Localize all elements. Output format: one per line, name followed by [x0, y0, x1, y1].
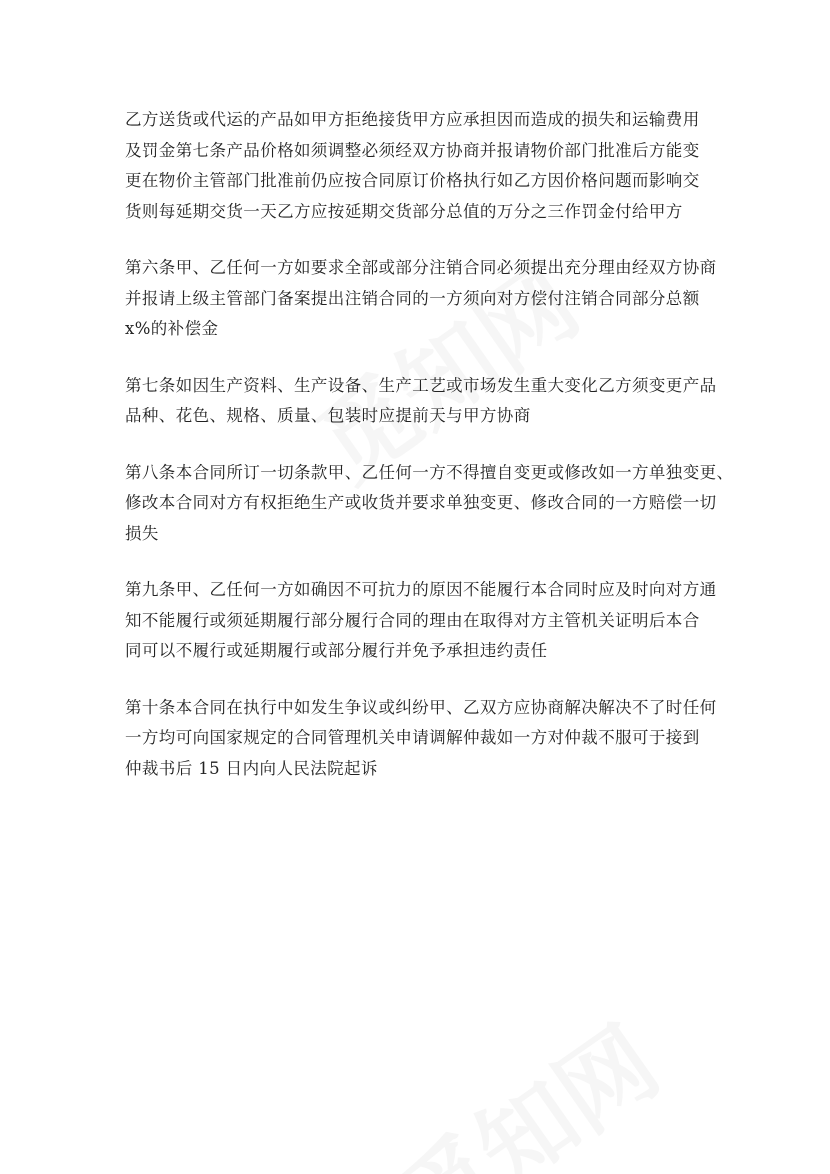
paragraph	[125, 105, 715, 227]
watermark	[367, 990, 681, 1174]
paragraph	[125, 693, 715, 785]
text-line: 知不能履行或须延期履行部分履行合同的理由在取得对方主管机关证明后本合	[125, 610, 700, 630]
paragraph	[125, 371, 715, 432]
text-line: 一方均可向国家规定的合同管理机关申请调解仲裁如一方对仲裁不服可于接到	[125, 728, 700, 747]
text-line: 及罚金第七条产品价格如须调整必须经双方协商并报请物价部门批准后方能变	[125, 140, 700, 160]
text-line: 修改本合同对方有权拒绝生产或收货并要求单独变更、修改合同的一方赔偿一切	[125, 493, 717, 512]
paragraph	[125, 575, 715, 667]
text-line: 乙方送货或代运的产品如甲方拒绝接货甲方应承担因而造成的损失和运输费用	[125, 110, 700, 129]
text-line: 第九条甲、乙任何一方如确因不可抗力的原因不能履行本合同时应及时向对方通	[125, 580, 717, 599]
paragraph	[125, 458, 734, 550]
paragraph	[125, 253, 715, 345]
text-line: 损失	[125, 523, 159, 543]
text-line: 仲裁书后 15 日内向人民法院起诉	[125, 758, 378, 778]
text-line: 第六条甲、乙任何一方如要求全部或部分注销合同必须提出充分理由经双方协商	[125, 258, 717, 277]
text-line: 更在物价主管部门批准前仍应按合同原订价格执行如乙方因价格问题而影响交	[125, 171, 700, 190]
text-line: 第十条本合同在执行中如发生争议或纠纷甲、乙双方应协商解决解决不了时任何	[125, 697, 717, 717]
text-line: 品种、花色、规格、质量、包装时应提前天与甲方协商	[125, 406, 531, 425]
text-line: 第七条如因生产资料、生产设备、生产工艺或市场发生重大变化乙方须变更产品	[125, 375, 717, 395]
text-line: 并报请上级主管部门备案提出注销合同的一方须向对方偿付注销合同部分总额	[125, 288, 700, 308]
text-line: 第八条本合同所订一切条款甲、乙任何一方不得擅自变更或修改如一方单独变更、	[125, 462, 734, 482]
text-line: x%的补偿金	[125, 319, 219, 338]
document-body	[125, 105, 734, 810]
text-line: 同可以不履行或延期履行或部分履行并免予承担违约责任	[125, 641, 548, 660]
text-line: 货则每延期交货一天乙方应按延期交货部分总值的万分之三作罚金付给甲方	[125, 201, 683, 221]
